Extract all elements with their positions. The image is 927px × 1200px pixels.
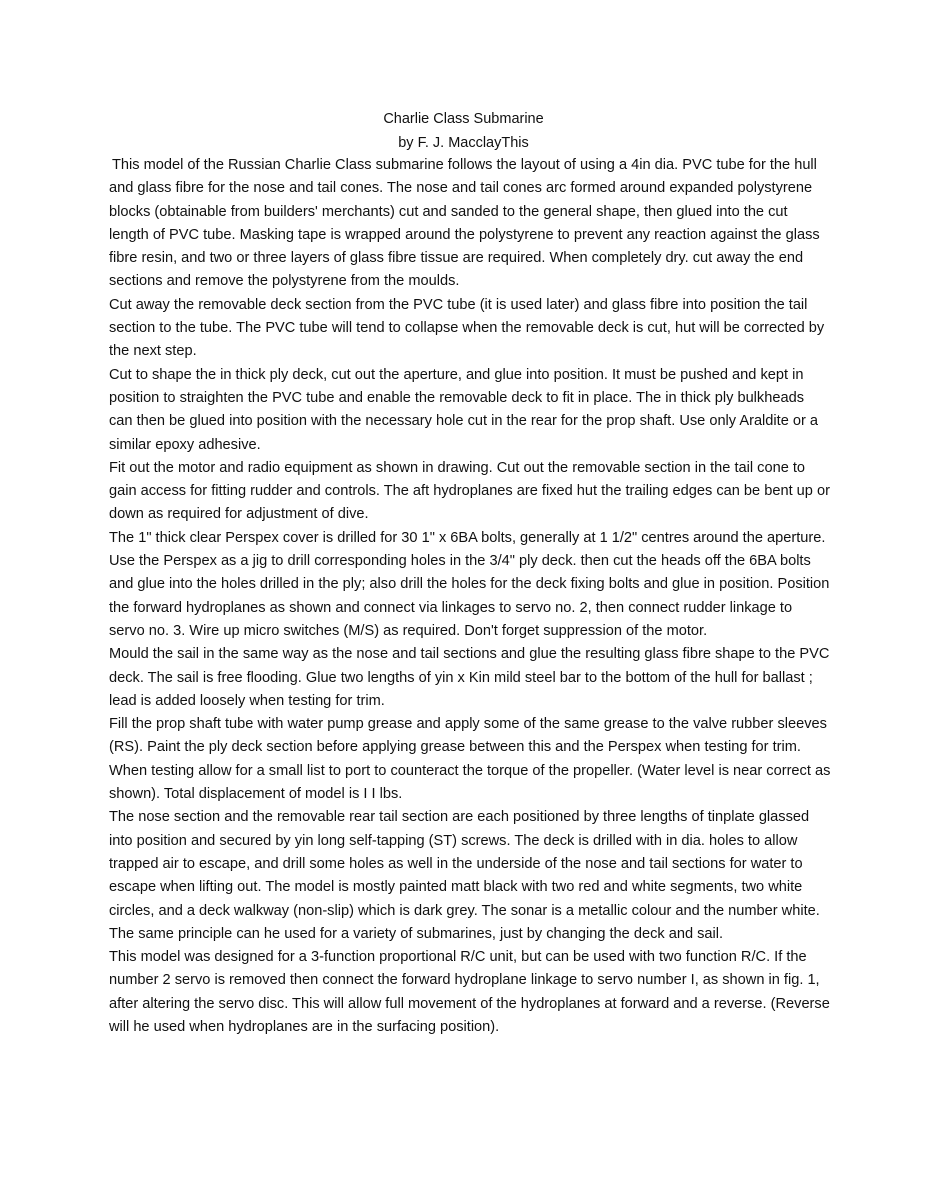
paragraph-nose-tail: The nose section and the removable rear tail section are each positioned by three lengths of tinplate glassed into position and secured by yin long self-tapping (ST) screws. The deck is drilled with in dia. holes to allow trapped air to escape, and drill some holes as well in the underside of the nose and tail sections for water to escape when lifting out. The model is mostly painted matt black with two red and white segments, two white circles, and a deck walkway (non-slip) which is dark grey. The sonar is a metallic colour and the number white. <box>109 809 820 919</box>
document-body <box>109 154 831 1039</box>
document-byline: by F. J. MacclayThis <box>398 135 529 151</box>
paragraph-deck-removal: Cut away the removable deck section from the PVC tube (it is used later) and glass fibre into position the tail section to the tube. The PVC tube will tend to collapse when the removable deck is cut, hut will be corrected by the next step. <box>109 296 825 360</box>
paragraph-sail: Mould the sail in the same way as the nose and tail sections and glue the resulting glass fibre shape to the PVC deck. The sail is free flooding. Glue two lengths of yin x Kin mild steel bar to the bottom of the hull for ballast ; lead is added loosely when testing for trim. <box>109 646 830 709</box>
paragraph-principle: The same principle can he used for a variety of submarines, just by changing the deck and sail. <box>109 925 724 942</box>
document-title: Charlie Class Submarine <box>383 111 544 127</box>
paragraph-prop-shaft: Fill the prop shaft tube with water pump grease and apply some of the same grease to the valve rubber sleeves (RS). Paint the ply deck section before applying grease between this and the Perspex when testing for trim. When testing allow for a small list to port to counteract the torque of the propeller. (Water level is near correct as shown). Total displacement of model is I I lbs. <box>109 716 831 803</box>
paragraph-perspex-cover: The 1" thick clear Perspex cover is drilled for 30 1" x 6BA bolts, generally at 1 1/2" centres around the aperture. Use the Perspex as a jig to drill corresponding holes in the 3/4" ply deck. then cut the heads off the 6BA bolts and glue into the holes drilled in the ply; also drill the holes for the deck fixing bolts and glue in position. Position the forward hydroplanes as shown and connect via linkages to servo no. 2, then connect rudder linkage to servo no. 3. Wire up micro switches (M/S) as required. Don't forget suppression of the motor. <box>109 529 830 639</box>
paragraph-ply-deck: Cut to shape the in thick ply deck, cut out the aperture, and glue into position. It must be pushed and kept in position to straighten the PVC tube and enable the removable deck to fit in place. The in thick ply bulkheads can then be glued into position with the necessary hole cut in the rear for the prop shaft. Use only Araldite or a similar epoxy adhesive. <box>109 366 819 453</box>
paragraph-rc-unit: This model was designed for a 3-function proportional R/C unit, but can be used with two function R/C. If the number 2 servo is removed then connect the forward hydroplane linkage to servo number I, as shown in fig. 1, after altering the servo disc. This will allow full movement of the hydroplanes at forward and a reverse. (Reverse will he used when hydroplanes are in the surfacing position). <box>109 949 830 1035</box>
paragraph-intro: This model of the Russian Charlie Class submarine follows the layout of using a 4in dia. PVC tube for the hull and glass fibre for the nose and tail cones. The nose and tail cones arc formed around expanded polystyrene blocks (obtainable from builders' merchants) cut and sanded to the general shape, then glued into the cut length of PVC tube. Masking tape is wrapped around the polystyrene to prevent any reaction against the glass fibre resin, and two or three layers of glass fibre tissue are required. When completely dry. cut away the end sections and remove the polystyrene from the moulds. <box>109 157 820 290</box>
paragraph-motor-radio: Fit out the motor and radio equipment as shown in drawing. Cut out the removable section in the tail cone to gain access for fitting rudder and controls. The aft hydroplanes are fixed hut the trailing edges can be bent up or down as required for adjustment of dive. <box>109 459 830 523</box>
